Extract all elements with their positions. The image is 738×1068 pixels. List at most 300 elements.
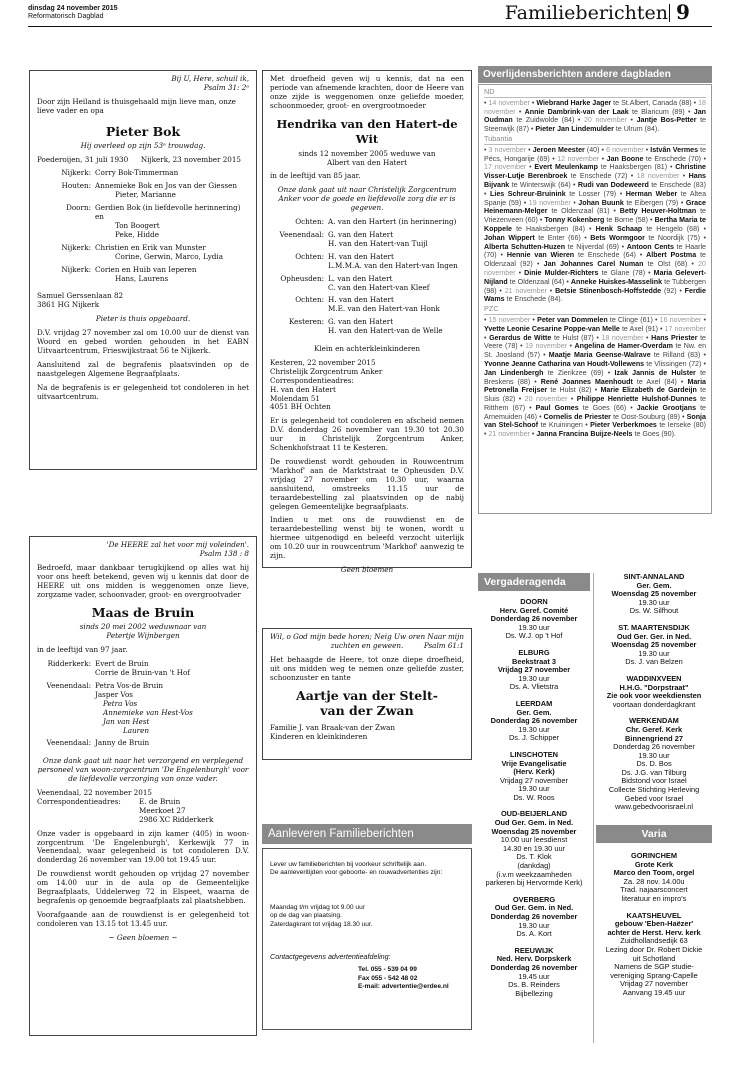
ad1-addr1: Samuel Gerssenlaan 82 — [37, 291, 124, 301]
entry-name: Johan Buunk — [578, 198, 624, 207]
entry-name: Henk Schaap — [595, 224, 643, 233]
entry-name: Philippe Henriette Hulshof-Dunnes — [576, 395, 697, 404]
entry-name: Bets Wormgoor — [590, 233, 645, 242]
agenda-line: Oud Ger. Gem. in Ned. — [494, 818, 574, 828]
ad2-p3: Indien u met ons de rouwdienst en de teraardebestelling wenst bij te wonen, wordt u hiermee uitgenodigd en beleefd verzocht uiterlijk om 10.20 uur in rouwcentrum 'Markhof' aanwezig te zijn. — [270, 515, 464, 561]
entry-rest: te Haaksbergen (81) — [600, 163, 668, 172]
agenda-line: literatuur en impro's — [621, 893, 687, 903]
agenda-line: Bijbellezing — [515, 988, 553, 998]
agenda-line: Collecte Stichting Herleving — [608, 785, 700, 795]
entry-rest: te Oldenzaal (64) — [509, 277, 565, 286]
ad3-age: in de leeftijd van 97 jaar. — [37, 645, 128, 655]
header-rule — [28, 26, 712, 27]
family-member: Jasper Vos — [95, 689, 133, 699]
family-row — [37, 231, 249, 240]
ad2-intro: Met droefheid geven wij u kennis, dat na een periode van afnemende krachten, door de Heere van onze zijde is weggenomen onze geliefde moeder, schoonmoeder, groot- en overgrootmoeder — [270, 74, 464, 110]
ad4-quote: Wil, o God mijn bede horen; Neig Uw oren Naar mijn zuchten en geween. — [270, 632, 464, 650]
ad2-c5: 4051 BH Ochten — [270, 402, 331, 412]
family-row — [270, 305, 464, 314]
entry-rest: te Steenwijk (87) — [484, 116, 706, 134]
family-member: L.M.M.A. van den Hatert-van Ingen — [328, 260, 458, 270]
entry-rest: te Olst (68) — [647, 260, 688, 269]
family-member: A. van den Hartert (in herinnering) — [328, 217, 457, 227]
family-place-spacer — [270, 284, 328, 293]
family-group — [270, 231, 464, 249]
ad2-grand: Klein en achterkleinkinderen — [313, 344, 421, 354]
agenda-line: ST. MAARTENSDIJK — [618, 622, 690, 632]
aanleveren-l2: De aanleveritijden voor geboorte- en rouwadvertenties zijn: — [270, 869, 443, 877]
entry-name: Jan Johannes Carel Numan — [543, 260, 644, 269]
agenda-line: SINT-ANNALAND — [623, 572, 685, 581]
family-member: H. van den Hatert-van Tuijl — [328, 238, 428, 248]
family-member: Petra Vos-de Bruin — [95, 680, 164, 690]
family-member: Gerdien Bok (in liefdevolle herinnering) en — [95, 203, 241, 222]
entry-name: Maatje Maria Geense-Walrave — [548, 351, 651, 360]
family-row — [270, 218, 464, 227]
aanleveren-t3: Zaterdagkrant tot vrijdag 18.30 uur. — [270, 920, 373, 928]
agenda-line: Marco den Toom, orgel — [613, 868, 695, 878]
header-date: dinsdag 24 november 2015 — [28, 5, 118, 12]
agenda-line: Lezing door Dr. Robert Dickie — [605, 944, 703, 954]
family-place-spacer — [37, 275, 95, 284]
entry-date: 20 november — [484, 260, 706, 277]
agenda-line: Vrijdag 27 november — [620, 979, 688, 989]
entry-rest: te Altea Spanje (59) — [484, 189, 707, 207]
agenda-line: 19.30 uur — [638, 648, 670, 658]
family-place-spacer — [37, 669, 95, 678]
entry-rest: te Vlissingen (72) — [646, 359, 702, 368]
family-row — [37, 169, 249, 178]
entry-date: 16 november — [659, 315, 702, 324]
overlijden-section-entries: • 14 november • Wiebrand Harke Jager te St.Albert, Canada (88) • 18 november • Annie Dambrink-van der Laak te Blaricum (89) • Jan Oudman te Zuidwolde (84) • 20 november • Jantje Bos-Petter te Steenwijk (87) • Pieter Jan Lindemulder te Ulrum (84). — [484, 98, 706, 134]
overlijden-section-pzc: PZC — [484, 305, 706, 315]
entry-date: 14 november — [488, 98, 530, 107]
agenda-line: WADDINXVEEN — [626, 673, 682, 683]
family-row — [37, 691, 249, 700]
family-member: Annemieke Bok en Jos van der Giessen — [95, 181, 237, 191]
family-place-spacer — [37, 709, 95, 718]
family-place: Nijkerk: — [61, 168, 91, 178]
entry-name: Anneke Huiskes-Masselink — [570, 277, 663, 286]
entry-name: Marie Elizabeth de Gardeijn — [600, 386, 697, 395]
agenda-line: GORINCHEM — [631, 851, 677, 860]
agenda-item — [478, 649, 590, 692]
entry-rest: (40) — [586, 145, 600, 154]
ad4-quote-ref: Psalm 61:1 — [423, 640, 464, 650]
agenda-line: vereniging Sprang-Capelle — [610, 970, 698, 980]
entry-name: Janna Francina Buijze-Neels — [536, 430, 633, 439]
entry-name: Hans Priester — [651, 333, 698, 342]
family-place: Doorn: — [66, 203, 91, 213]
ad1-intro: Door zijn Heiland is thuisgehaald mijn lieve man, onze lieve vader en opa — [37, 96, 236, 115]
overlijden-section-entries: • 15 november • Peter van Dommelen te Clinge (61) • 16 november • Yvette Leonie Cesarine Poppe-van Melle te Axel (91) • 17 november • Gerardus de Witte te Hulst (87) • 18 november • Hans Priester te Veere (78) • 19 november • Angelina de Hamer-Overdam te Nw. en St. Joosland (57) • Maatje Maria Geense-Walrave te Rilland (83) • Yvonne Jeanne Catharina van Houdt-Vollewens te Vlissingen (72) • Jan Lindenbergh te Zierikzee (69) • Izak Jannis de Hulster te Breskens (88) • René Joannes Maenhoudt te Axel (84) • Maria Petronella Freijser te Hulst (82) • Marie Elizabeth de Gardeijn te Sluis (82) • 20 november • Philippe Henriette Hulshof-Dunnes te Ritthem (67) • Paul Gomes te Goes (66) • Jackie Grootjans te Arnemuiden (46) • Cornelis de Priester te Oost-Souburg (89) • Sonja van Stel-Schoof te Kruiningen • Pieter Verberkmoes te Ierseke (80) • 21 november • Janna Francina Buijze-Neels te Goes (90). — [484, 315, 707, 439]
agenda-line: LEERDAM — [515, 698, 553, 708]
aanleveren-box — [262, 848, 472, 1030]
ad2-flowers: Geen bloemen — [340, 564, 394, 574]
family-place-spacer — [270, 240, 328, 249]
agenda-line: Trad. najaarsconcert — [620, 885, 688, 895]
entry-rest: te Rilland (83) — [653, 351, 701, 360]
agenda-line: Vrijdag 27 november — [500, 775, 568, 785]
agenda-line: Ger. Gem. — [516, 707, 552, 717]
entry-name: Jan Oudman — [484, 107, 706, 125]
ad2-sub1: sinds 12 november 2005 weduwe van — [298, 148, 436, 158]
entry-rest: te Enschede (70) — [645, 154, 701, 163]
agenda-line: Ds. B. Reinders — [508, 980, 560, 990]
overlijden-section-entries: • 3 november • Jeroen Meester (40) • 6 november • Istvân Vermes te Pécs, Hongarije (69) • 12 november • Jan Boone te Enschede (70) • 17 november • Evert Meulenkamp te Haaksbergen (81) • Christine Visser-Lutje Berenbroek te Enschede (72) • 18 november • Hans Bijvank te Winterswijk (64) • Rudi van Dodeweerd te Enschede (83) • Lies Schreur-Bruinink te Losser (79) • Herman Weber te Altea Spanje (59) • 19 november • Johan Buunk te Eibergen (79) • Grace Heinemann-Melger te Oldenzaal (81) • Betty Heuver-Holtman te Vriezenveen (60) • Tonny Kokenberg te Borne (58) • Bertha Maria te Koppele te Haaksbergen (84) • Henk Schaap te Hengelo (68) • Johan Wippert te Enter (66) • Bets Wormgoor te Noordijk (75) • Alberta Schutten-Huzen te Nijverdal (69) • Antoon Cents te Haarle (70) • Hennie van Wieren te Enschede (64) • Albert Postma te Oldenzaal (92) • Jan Johannes Carel Numan te Olst (68) • 20 november • Dinie Mulder-Richters te Glane (78) • Maria Gelevert-Nijland te Oldenzaal (64) • Anneke Huiskes-Masselink te Tubbergen (98) • 21 november • Betsie Stinenbosch-Hoffstedde (92) • Ferdie Wams te Enschede (84). — [484, 145, 707, 304]
entry-name: Cornelis de Priester — [543, 412, 611, 421]
entry-date: 17 november — [664, 324, 706, 333]
entry-rest: te Axel (91) — [621, 324, 658, 333]
entry-name: Betsie Stinenbosch-Hoffstedde — [555, 286, 662, 295]
agenda-line: Vrije Evangelisatie — [501, 758, 567, 768]
agenda-line: gebouw 'Eben-Haëzer' — [614, 919, 694, 929]
header-separator — [669, 4, 670, 22]
family-group — [270, 253, 464, 271]
overlijden-title: Overlijdensberichten andere dagbladen — [478, 66, 712, 83]
entry-date: 18 november — [601, 333, 644, 342]
entry-name: Albert Postma — [646, 251, 697, 260]
entry-date: 17 november — [484, 163, 527, 172]
family-group — [270, 296, 464, 314]
entry-name: Johan Wippert — [484, 233, 535, 242]
agenda-line: DOORN — [520, 597, 548, 606]
entry-name: Jeroen Meester — [532, 145, 585, 154]
family-row — [37, 669, 249, 678]
entry-date: 3 november — [488, 145, 527, 154]
family-place: Veenendaal: — [46, 680, 91, 690]
family-member: Janny de Bruin — [95, 738, 150, 748]
entry-rest: te Hulst (82) — [550, 386, 592, 395]
agenda-line: Bidstond voor Israel — [621, 776, 687, 786]
agenda-line: Gebed voor Israel — [624, 793, 684, 803]
entry-rest: te Oldenzaal (92) — [484, 251, 706, 269]
agenda-item — [478, 598, 590, 641]
family-place: Ochten: — [295, 217, 324, 227]
entry-name: Rudi van Dodeweerd — [577, 180, 649, 189]
agenda-line: Donderdag 26 november — [613, 742, 695, 752]
ad3-place: Veenendaal, 22 november 2015 — [37, 788, 152, 798]
family-member: M.E. van den Hatert-van Honk — [328, 304, 440, 314]
entry-rest: te Glane (78) — [601, 268, 646, 277]
ad2-thanks: Onze dank gaat uit naar Christelijk Zorgcentrum Anker voor de goede en liefdevolle zorg die er is gegeven. — [277, 185, 457, 213]
agenda-line: Woensdag 25 november — [491, 826, 577, 836]
agenda-line: 19.30 uur — [518, 673, 550, 683]
overlijden-box — [478, 84, 712, 514]
agenda-line: OUD-BEIJERLAND — [500, 809, 568, 819]
entry-name: Herman Weber — [625, 189, 678, 198]
agenda-item — [596, 624, 712, 667]
entry-rest: te Zierikzee (69) — [547, 368, 604, 377]
family-row — [37, 727, 249, 736]
entry-rest: te Sluis (82) — [484, 386, 707, 404]
entry-name: Jantje Bos-Petter — [636, 116, 697, 125]
vergader-left-column — [478, 598, 590, 1038]
ad2-place: Kesteren, 22 november 2015 — [270, 357, 376, 367]
entry-name: Lies Schreur-Bruinink — [490, 189, 566, 198]
section-title: Familieberichten — [504, 2, 668, 24]
entry-rest: te Borne (58) — [606, 216, 648, 225]
family-member: Corien en Huib van Ieperen — [95, 264, 197, 274]
entry-rest: te Hengelo (68) — [646, 224, 700, 233]
agenda-line: Chr. Geref. Kerk — [625, 724, 683, 734]
entry-rest: te Blaricum (89) — [631, 107, 685, 116]
ad4-name2: van der Zwan — [320, 703, 414, 719]
family-place-spacer — [270, 327, 328, 336]
agenda-line: Grote Kerk — [634, 859, 674, 869]
entry-name: Angelina de Hamer-Overdam — [574, 342, 673, 351]
agenda-line: Herv. Geref. Comité — [499, 605, 569, 615]
ad3-intro: Bedroefd, maar dankbaar terugkijkend op alles wat hij voor ons heeft betekend, geven wij u kennis dat door de HEERE uit ons midden is weggenomen onze lieve, zorgzame vader, schoonvader, groot- en overgrootvader — [37, 562, 249, 599]
aanleveren-title: Aanleveren Familieberichten — [262, 824, 472, 844]
ad1-name: Pieter Bok — [105, 123, 181, 139]
agenda-item — [478, 896, 590, 939]
family-group — [37, 169, 249, 178]
agenda-line: H.H.G. "Dorpstraat" — [619, 682, 689, 692]
family-group — [37, 204, 249, 240]
entry-name: Antoon Cents — [626, 242, 674, 251]
ad4-name1: Aartje van der Stelt- — [296, 688, 438, 704]
entry-name: Christine Visser-Lutje Berenbroek — [484, 163, 706, 181]
agenda-line: Ds. T. Klok — [516, 852, 552, 862]
family-member: C. van den Hatert-van Kleef — [328, 282, 430, 292]
ad4-intro: Het behaagde de Heere, tot onze diepe droefheid, uit ons midden weg te nemen onze geliefde zuster, schoonzuster en tante — [270, 654, 464, 682]
obituary-maas-de-bruin — [29, 536, 257, 1036]
entry-rest: te Nw. en St. Joosland (57) — [484, 342, 707, 360]
family-group — [37, 266, 249, 284]
entry-rest: te Ritthem (67) — [484, 395, 706, 412]
agenda-line: (dankdag) — [517, 861, 551, 871]
family-member: L. van den Hatert — [328, 273, 393, 283]
entry-name: Hans Bijvank — [484, 172, 706, 189]
ad3-quote-ref: Psalm 138 : 8 — [199, 548, 249, 558]
entry-rest: te St.Albert, Canada (88) — [613, 98, 692, 107]
family-member: Hans, Laurens — [115, 273, 169, 283]
entry-rest: (92) — [663, 286, 677, 295]
family-member: H. van den Hatert-van de Welle — [328, 326, 443, 336]
family-row — [37, 682, 249, 691]
entry-date: 12 november — [557, 154, 600, 163]
entry-rest: te Tubbergen (98) — [484, 277, 706, 295]
entry-rest: te Vriezenveen (60) — [484, 207, 706, 225]
entry-rest: te Hulst (87) — [553, 333, 594, 342]
entry-rest: te Veere (78) — [484, 333, 706, 351]
header-left — [28, 5, 117, 21]
entry-date: 18 november — [484, 98, 706, 116]
page-number: 9 — [676, 0, 690, 24]
entry-name: Jan Boone — [606, 154, 644, 163]
family-member: Annemieke van Hest-Vos — [103, 707, 193, 717]
family-place-spacer — [270, 305, 328, 314]
ad4-fam1: Familie J. van Braak-van der Zwan — [270, 723, 396, 733]
obituary-hendrika-van-den-hatert — [262, 70, 472, 574]
agenda-line: Donderdag 26 november — [490, 614, 578, 624]
entry-name: Istvân Vermes — [650, 145, 699, 154]
ad2-p2: De rouwdienst wordt gehouden in Rouwcentrum 'Markhof' aan de Marktstraat te Opheusden D.V. vrijdag 27 november om 10.30 uur, waarna aansluitend, omstreeks 11.15 uur de teraardebestelling zal plaatsvinden op de nabij gelegen Gemeentelijke begraafplaats. — [270, 457, 464, 511]
family-member: Ton Boogert — [115, 220, 160, 230]
entry-name: Pieter Verberkmoes — [590, 421, 657, 430]
entry-rest: te Breskens (88) — [484, 368, 706, 386]
vergader-title: Vergaderagenda — [478, 573, 590, 591]
agenda-line: parkeren bij Hervormde Kerk) — [485, 878, 583, 888]
entry-date: 19 november — [528, 198, 571, 207]
aanleveren-tel: Tel. 055 - 539 04 99 — [358, 966, 417, 974]
entry-date: 19 november — [525, 342, 568, 351]
ad2-c1: Christelijk Zorgcentrum Anker — [270, 366, 383, 376]
agenda-line: Ds. W. Roos — [513, 792, 555, 802]
family-group — [37, 682, 249, 735]
agenda-line: Aanvang 19.45 uur — [622, 987, 686, 997]
agenda-line: 19.30 uur — [518, 724, 550, 734]
vergader-right-column — [596, 573, 712, 825]
agenda-item — [478, 751, 590, 803]
ad1-p3: Na de begrafenis is er gelegenheid tot condoleren in het uitvaartcentrum. — [37, 382, 249, 401]
aanleveren-email[interactable]: E-mail: advertentie@erdee.nl — [358, 983, 449, 991]
family-place-spacer — [37, 222, 95, 231]
entry-name: René Joannes Maenhoudt — [540, 377, 633, 386]
agenda-line: Namens de SGP studie- — [614, 962, 694, 972]
entry-name: Jackie Grootjans — [636, 403, 697, 412]
entry-rest: te Goes (66) — [582, 403, 627, 412]
agenda-line: Oud Ger. Gem. in Ned. — [494, 903, 574, 913]
entry-rest: te Ierseke (80) — [659, 421, 706, 430]
agenda-line: LINSCHOTEN — [509, 749, 559, 759]
family-member: H. van den Hatert — [328, 251, 394, 261]
family-member: Corrie de Bruin-van 't Hof — [95, 668, 191, 678]
ad3-quote: 'De HEERE zal het voor mij voleinden'. — [106, 540, 249, 549]
ad1-family — [37, 169, 249, 283]
entry-rest: te Zuidwolde (84) — [516, 116, 575, 125]
family-place: Ochten: — [295, 295, 324, 305]
agenda-line: (Herv. Kerk) — [513, 767, 555, 777]
entry-name: Jan Lindenbergh — [484, 368, 544, 377]
ad1-quote-ref: Psalm 31: 2ᵃ — [203, 82, 249, 92]
family-row — [270, 262, 464, 271]
entry-name: Paul Gomes — [535, 403, 579, 412]
family-place-spacer — [37, 700, 95, 709]
family-place-spacer — [270, 262, 328, 271]
agenda-item — [478, 947, 590, 999]
entry-name: Yvette Leonie Cesarine Poppe-van Melle — [484, 324, 620, 333]
entry-date: 20 november — [583, 116, 627, 125]
ad3-sub1: sinds 20 mei 2002 weduwnaar van — [79, 622, 207, 632]
entry-rest: te Enter (66) — [538, 233, 581, 242]
family-place: Kesteren: — [288, 317, 324, 327]
aanleveren-t1: Maandag t/m vrijdag tot 9.00 uur — [270, 903, 365, 911]
entry-rest: te Oldenzaal (81) — [551, 207, 610, 216]
entry-rest: te Ulrum (84). — [615, 125, 660, 134]
ad2-age: in de leeftijd van 85 jaar. — [270, 171, 361, 181]
entry-rest: te Eibergen (79) — [626, 198, 679, 207]
family-row — [37, 204, 249, 222]
agenda-line: OVERBERG — [512, 894, 556, 904]
family-group — [270, 218, 464, 227]
entry-date: 18 november — [636, 172, 680, 181]
agenda-line: Oud Ger. Ger. in Ned. — [616, 631, 692, 641]
entry-rest: te Goes (90). — [634, 430, 676, 439]
ad3-thanks: Onze dank gaat uit naar het verzorgend en verplegend personeel van woon-zorgcentrum 'De Engelenburgh' voor de liefdevolle verzorging van onze vader. — [37, 756, 249, 784]
agenda-line: voortaan donderdagkrant — [612, 699, 696, 709]
ad1-quote: Bij U, Here, schuil ik, — [171, 74, 249, 83]
entry-name: Pieter Jan Lindemulder — [535, 125, 614, 134]
family-place: Veenendaal: — [279, 229, 324, 239]
agenda-line: 10.00 uur leesdienst — [500, 835, 568, 845]
family-row — [270, 240, 464, 249]
aanleveren-t2: op de dag van plaatsing. — [270, 912, 342, 920]
family-place: Ochten: — [295, 251, 324, 261]
entry-name: Evert Meulenkamp — [534, 163, 598, 172]
family-row — [270, 327, 464, 336]
family-row — [37, 253, 249, 262]
entry-date: 21 november — [488, 430, 530, 439]
agenda-line: 19.45 uur — [518, 971, 550, 981]
family-member: Peke, Hidde — [115, 229, 159, 239]
entry-date: 21 november — [504, 286, 547, 295]
agenda-line: REEUWIJK — [514, 945, 554, 955]
family-row — [37, 191, 249, 200]
family-place: Nijkerk: — [61, 242, 91, 252]
header-paper: Reformatorisch Dagblad — [28, 13, 104, 20]
ad1-p2: Aansluitend zal de begrafenis plaatsvinden op de naastgelegen Algemene Begraafplaats. — [37, 359, 249, 378]
family-place-spacer — [37, 191, 95, 200]
entry-name: Peter van Dommelen — [537, 315, 608, 324]
agenda-line: Ds. J. Schipper — [508, 733, 560, 743]
entry-rest: te Winterswijk (64) — [511, 180, 571, 189]
agenda-line: 19.30 uur — [518, 784, 550, 794]
family-group — [37, 182, 249, 200]
ad3-p2: De rouwdienst wordt gehouden op vrijdag 27 november om 14.00 uur in de aula op de Gemeentelijke Begraafplaats, Uddelerweg 72 in Elspeet, waarna de begrafenis op genoemde begraafplaats zal plaatshebben. — [37, 869, 249, 905]
entry-rest: te Kruiningen — [540, 421, 583, 430]
ad3-name: Maas de Bruin — [91, 605, 195, 621]
family-member: H. van den Hatert — [328, 295, 394, 305]
agenda-line: Ds. J. van Belzen — [625, 657, 683, 667]
ad1-home: Pieter is thuis opgebaard. — [95, 314, 191, 324]
agenda-item — [596, 573, 712, 616]
family-member: Evert de Bruin — [95, 659, 149, 669]
entry-name: Grace Heinemann-Melger — [484, 198, 706, 216]
entry-name: Bertha Maria te Koppele — [484, 216, 706, 233]
agenda-line: Ds. W. Silfhout — [629, 606, 679, 616]
ad2-name: Hendrika van den Hatert-de Wit — [276, 116, 458, 146]
agenda-line: Ds. A. Kort — [516, 929, 552, 939]
entry-date: 15 november — [488, 315, 531, 324]
ad3-family — [37, 660, 249, 748]
family-place: Opheusden: — [280, 273, 324, 283]
family-member: Petra Vos — [103, 698, 138, 708]
aanleveren-contact: Contactgegevens advertentieafdeling: — [270, 952, 391, 962]
family-member: Jan van Hest — [103, 716, 150, 726]
agenda-line: uit Schotland — [632, 953, 676, 963]
agenda-line: ELBURG — [518, 647, 550, 657]
agenda-line: Binnengriend 27 — [625, 733, 683, 743]
agenda-line: Donderdag 26 november — [490, 962, 578, 972]
entry-rest: te Enschede (72) — [570, 172, 628, 181]
ad2-family — [270, 218, 464, 336]
agenda-line: Vrijdag 27 november — [497, 665, 571, 675]
agenda-line: 14.30 en 19.30 uur — [502, 843, 566, 853]
agenda-line: Woensdag 25 november — [611, 589, 697, 599]
ad1-addr2: 3861 HG Nijkerk — [37, 300, 100, 310]
aanleveren-l1: Lever uw familieberichten bij voorkeur schriftelijk aan. — [270, 861, 427, 868]
family-place-spacer — [37, 691, 95, 700]
agenda-line: 19.30 uur — [518, 622, 550, 632]
agenda-item — [596, 912, 712, 998]
entry-rest: te Clinge (61) — [609, 315, 653, 324]
entry-name: Alberta Schutten-Huzen — [484, 242, 566, 251]
family-place: Houten: — [61, 181, 91, 191]
overlijden-section-nd: ND — [484, 88, 706, 98]
entry-rest: te Enschede (83) — [651, 180, 706, 189]
